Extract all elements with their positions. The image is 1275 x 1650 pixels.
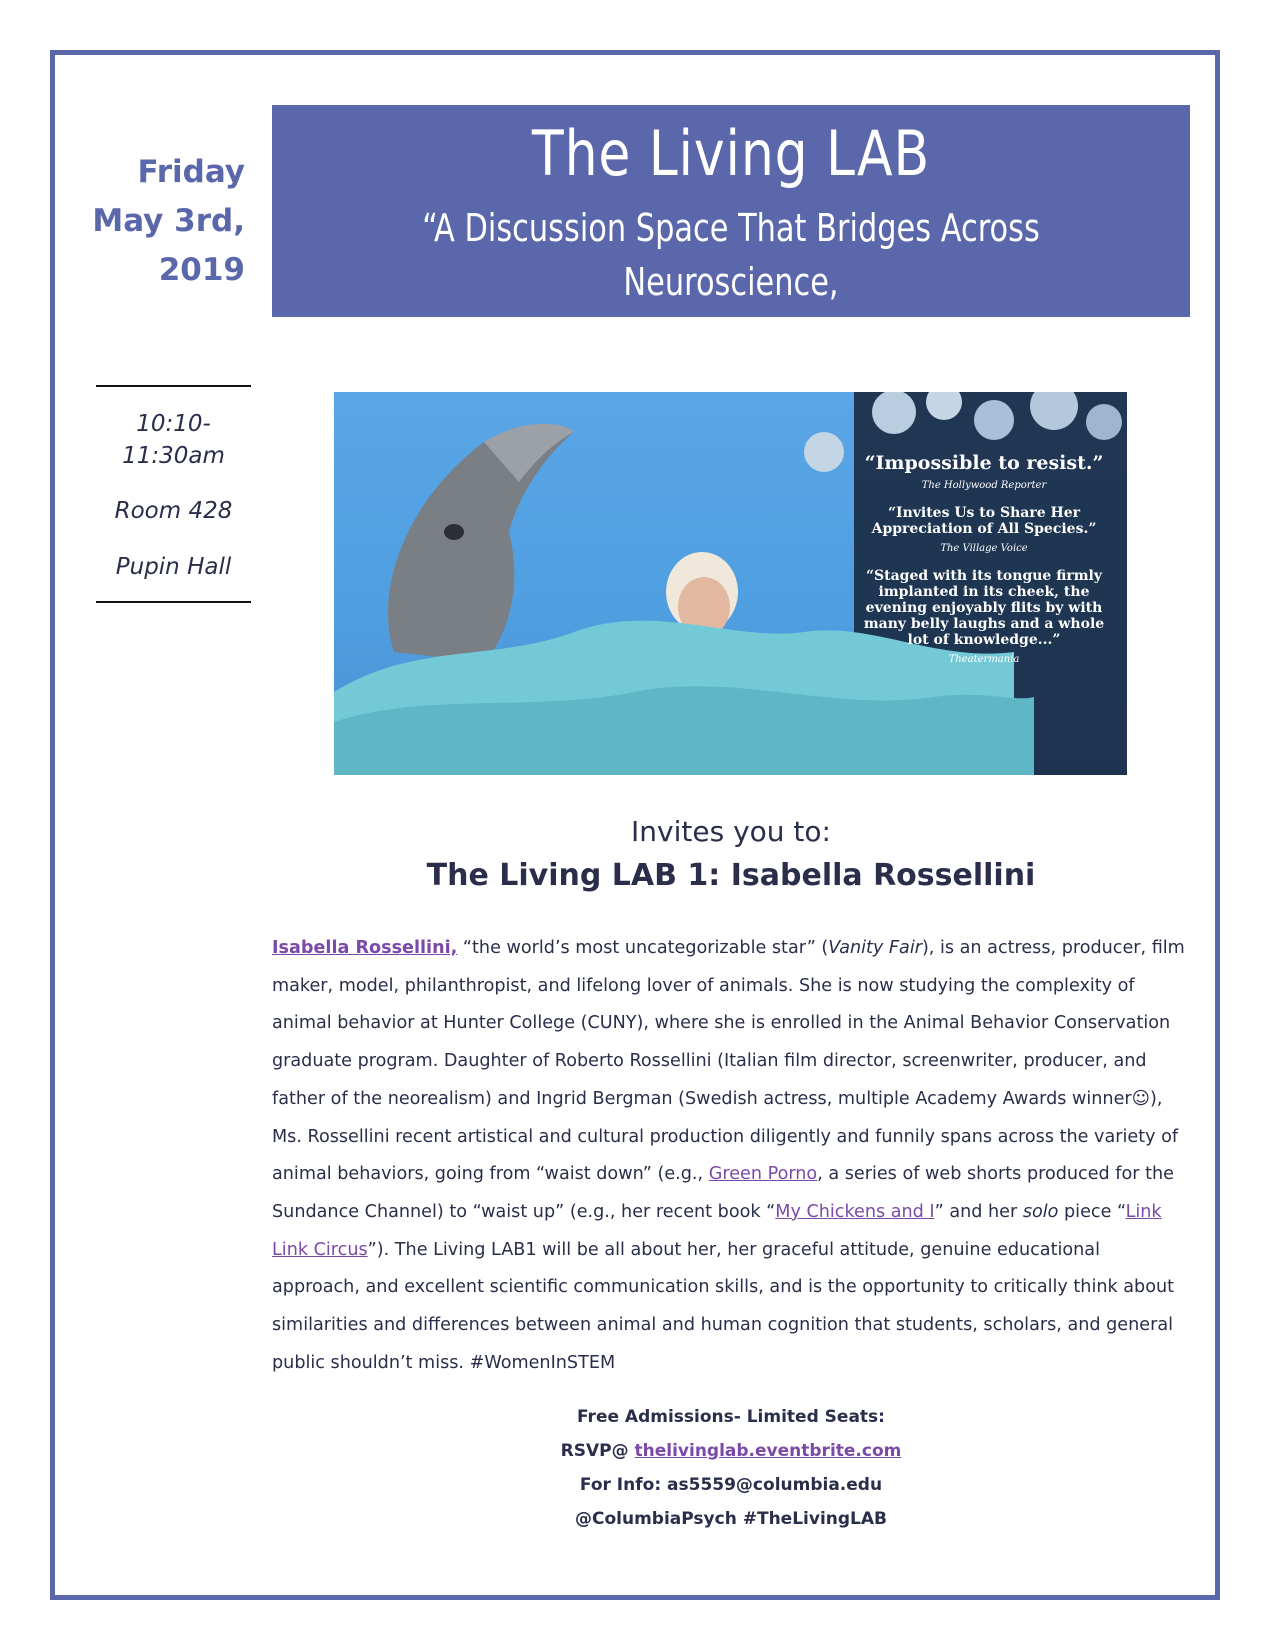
desc-part-1: “the world’s most uncategorizable star” (	[457, 938, 829, 958]
desc-part-5: piece “	[1058, 1201, 1126, 1222]
green-porno-link[interactable]: Green Porno	[708, 1164, 818, 1185]
date-month: May 3rd,	[92, 203, 245, 239]
time-line-2: 11:30am	[122, 443, 225, 469]
solo-text: solo	[1022, 1201, 1059, 1222]
event-date	[25, 148, 245, 295]
social-handles: @ColumbiaPsych #TheLivingLAB	[575, 1509, 887, 1529]
subtitle-line-2: Psychology, and Society”	[538, 314, 924, 358]
rsvp-link[interactable]: thelivinglab.eventbrite.com	[634, 1441, 902, 1461]
rsvp-prefix: RSVP@	[560, 1441, 635, 1461]
desc-part-2: ), is an actress, producer, film maker, model, philanthropist, and lifelong lover of animals. She is now studying the complexity of animal behavior at Hunter College (CUNY), where she is enrolled in the Animal Behavior Conservation graduate program. Daughter of Roberto Rossellini (Italian film director, screenwriter, producer, and father of the neorealism) and Ingrid Bergman (Swedish actress, multiple Academy Awards winner☺), Ms. Rossellini recent artistical and cultural production diligently and funnily spans across the variety of animal behaviors, going from “waist down” (e.g.,	[272, 938, 1185, 1185]
desc-part-6: ”). The Living LAB1 will be all about her, her graceful attitude, genuine educational approach, and excellent scientific communication skills, and is the opportunity to critically think about similarities and differences between animal and human cognition that students, scholars, and general public shouldn’t miss. #WomenInSTEM	[272, 1239, 1175, 1373]
subtitle-line-1: “A Discussion Space That Bridges Across Neuroscience,	[422, 206, 1040, 304]
banner-subtitle	[364, 201, 1098, 363]
event-building: Pupin Hall	[115, 554, 232, 580]
rsvp-line	[272, 1434, 1190, 1468]
date-day: Friday	[137, 154, 245, 190]
desc-part-3: , a series of web shorts produced for the Sundance Channel) to “waist up” (e.g., her recent book “	[272, 1164, 1174, 1222]
quote-3-source: Theatermania	[948, 654, 1020, 665]
event-time	[96, 408, 251, 472]
quote-1: “Impossible to resist.”	[864, 452, 1104, 474]
invites-heading: Invites you to:	[631, 815, 831, 848]
page-title: The Living LAB	[531, 117, 931, 190]
event-title: The Living LAB 1: Isabella Rossellini	[426, 858, 1036, 893]
title-banner	[272, 105, 1190, 358]
link-link-circus-link[interactable]: Link Link Circus	[272, 1201, 1162, 1260]
my-chickens-link[interactable]: My Chickens and I	[775, 1201, 935, 1222]
quote-3: “Staged with its tongue firmly implanted in its cheek, the evening enjoyably flits by with many belly laughs and a whole lot of knowledge...”	[863, 568, 1105, 648]
event-footer	[272, 1400, 1190, 1536]
info-divider-bottom	[96, 601, 251, 603]
rossellini-link[interactable]: Isabella Rossellini,	[272, 938, 458, 958]
desc-part-4: ” and her	[934, 1201, 1023, 1222]
admission-text: Free Admissions- Limited Seats:	[577, 1407, 885, 1427]
quote-2-source: The Village Voice	[940, 543, 1028, 554]
quote-2: “Invites Us to Share Her Appreciation of All Species.”	[871, 505, 1097, 537]
date-year: 2019	[158, 252, 245, 288]
event-photo	[334, 392, 1127, 775]
time-line-1: 10:10-	[136, 411, 211, 437]
event-room: Room 428	[114, 498, 233, 524]
review-quotes	[854, 452, 1114, 679]
quote-1-source: The Hollywood Reporter	[921, 480, 1047, 491]
contact-info: For Info: as5559@columbia.edu	[579, 1475, 883, 1495]
event-description	[272, 930, 1192, 1382]
vanity-fair-text: Vanity Fair	[828, 938, 922, 958]
info-divider-top	[96, 385, 251, 387]
